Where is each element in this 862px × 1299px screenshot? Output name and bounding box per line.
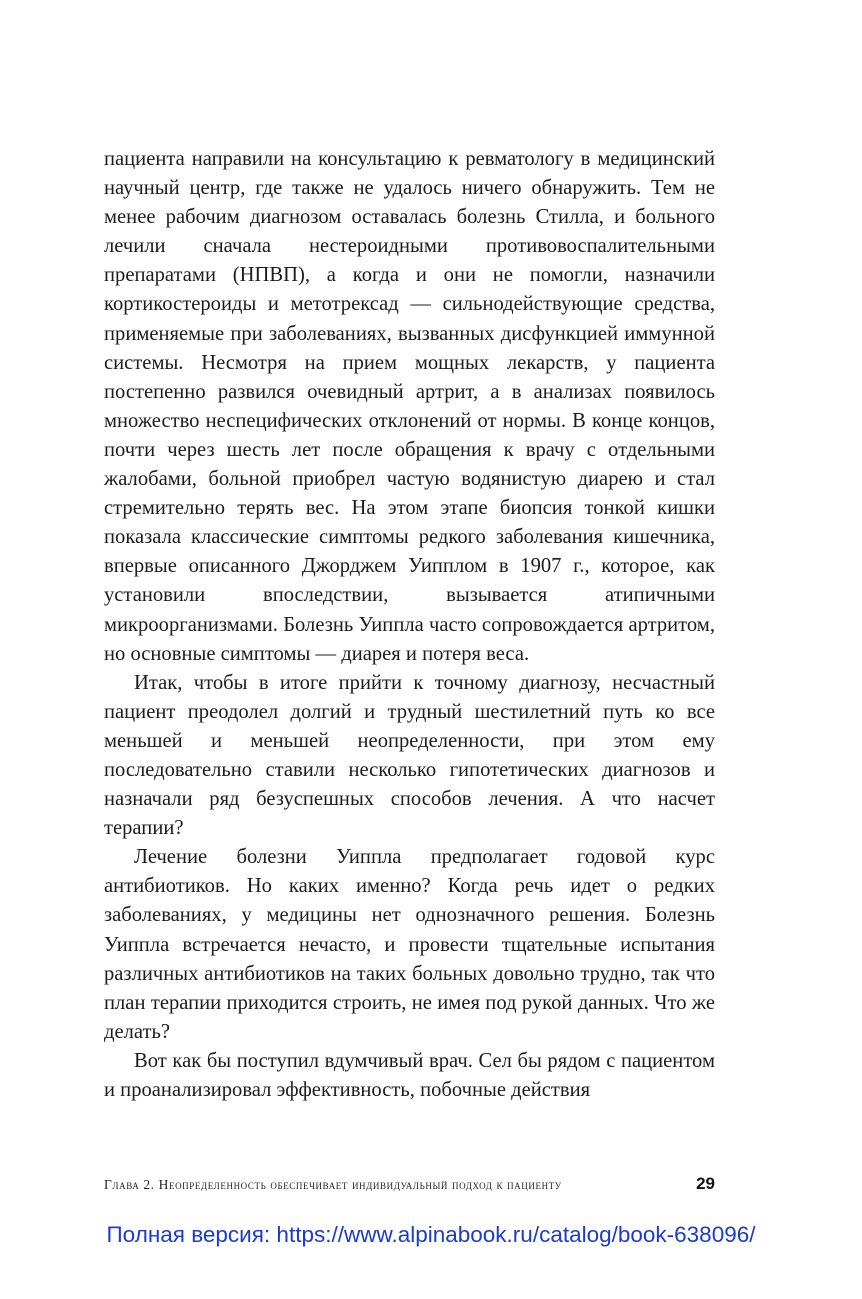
body-text — [104, 145, 715, 1105]
paragraph: Лечение болезни Уиппла предполагает годовой курс антибиотиков. Но каких именно? Когда речь идет о редких заболеваниях, у медицины нет однозначного решения. Болезнь Уиппла встречается нечасто, и провести тщательные испытания различных антибиотиков на таких больных довольно трудно, так что план терапии приходится строить, не имея под рукой данных. Что же делать? — [104, 846, 715, 1043]
page-number: 29 — [696, 1174, 715, 1193]
page-footer — [104, 1174, 715, 1198]
running-head: Глава 2. Неопределенность обеспечивает индивидуальный подход к пациенту — [104, 1177, 562, 1192]
paragraph: пациента направили на консультацию к ревматологу в медицинский научный центр, где также не удалось ничего обнаружить. Тем не менее рабочим диагнозом оставалась болезнь Стилла, и больного лечили сначала нестероидными противовоспалительными препаратами (НПВП), а когда и они не помогли, назначили кортикостероиды и метотрексад — сильнодействующие средства, применяемые при заболеваниях, вызванных дисфункцией иммунной системы. Несмотря на прием мощных лекарств, у пациента постепенно развился очевидный артрит, а в анализах появилось множество неспецифических отклонений от нормы. В конце концов, почти через шесть лет после обращения к врачу с отдельными жалобами, больной приобрел частую водянистую диарею и стал стремительно терять вес. На этом этапе биопсия тонкой кишки показала классические симптомы редкого заболевания кишечника, впервые описанного Джорджем Уипплом в 1907 г., которое, как установили впоследствии, вызывается атипичными микроорганизмами. Болезнь Уиппла часто сопровождается артритом, но основные симптомы — диарея и потеря веса. — [104, 148, 715, 665]
paragraph: Вот как бы поступил вдумчивый врач. Сел бы рядом с пациентом и проанализировал эффективность, побочные действия — [104, 1049, 715, 1101]
paragraph: Итак, чтобы в итоге прийти к точному диагнозу, несчастный пациент преодолел долгий и трудный шестилетний путь ко все меньшей и меньшей неопределенности, при этом ему последовательно ставили несколько гипотетических диагнозов и назначали ряд безуспешных способов лечения. А что насчет терапии? — [104, 671, 715, 840]
full-version-link[interactable]: Полная версия: https://www.alpinabook.ru/catalog/book-638096/ — [106, 1222, 756, 1247]
